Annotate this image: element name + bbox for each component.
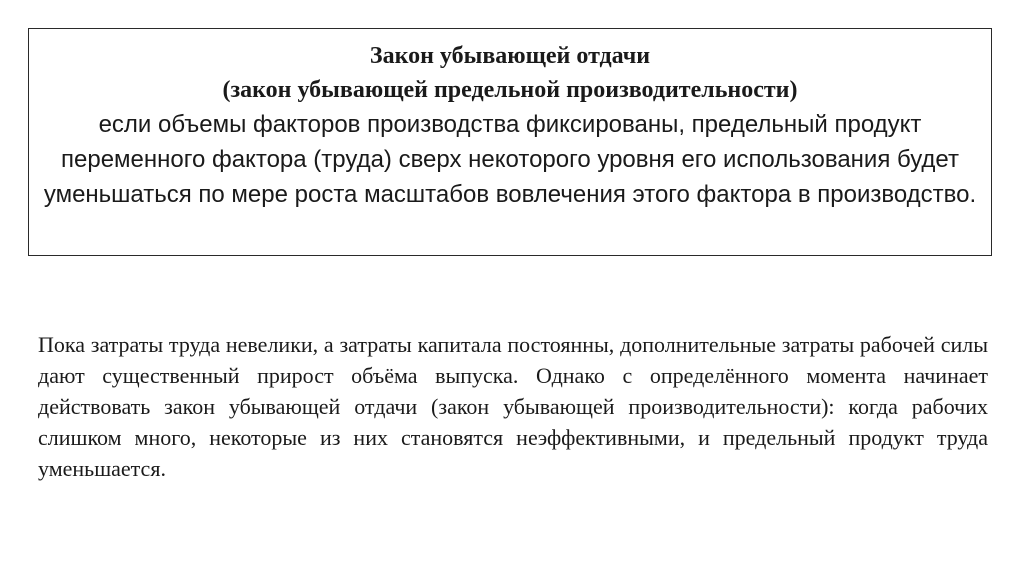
definition-title: Закон убывающей отдачи xyxy=(369,43,651,69)
definition-box xyxy=(28,28,992,256)
definition-body: если объемы факторов производства фиксированы, предельный продукт переменного фактора (труда) сверх некоторого уровня его использования будет уменьшаться по мере роста масштабов вовлечения этого фактора в производство. xyxy=(43,111,977,208)
explanation-paragraph: Пока затраты труда невелики, а затраты капитала постоянны, дополнительные затраты рабочей силы дают существенный прирост объёма выпуска. Однако с определённого момента начинает действовать закон убывающей отдачи (закон убывающей производительности): когда рабочих слишком много, некоторые из них становятся неэффективными, и предельный продукт труда уменьшается. xyxy=(38,332,988,481)
definition-subtitle: (закон убывающей предельной производительности) xyxy=(222,77,798,103)
